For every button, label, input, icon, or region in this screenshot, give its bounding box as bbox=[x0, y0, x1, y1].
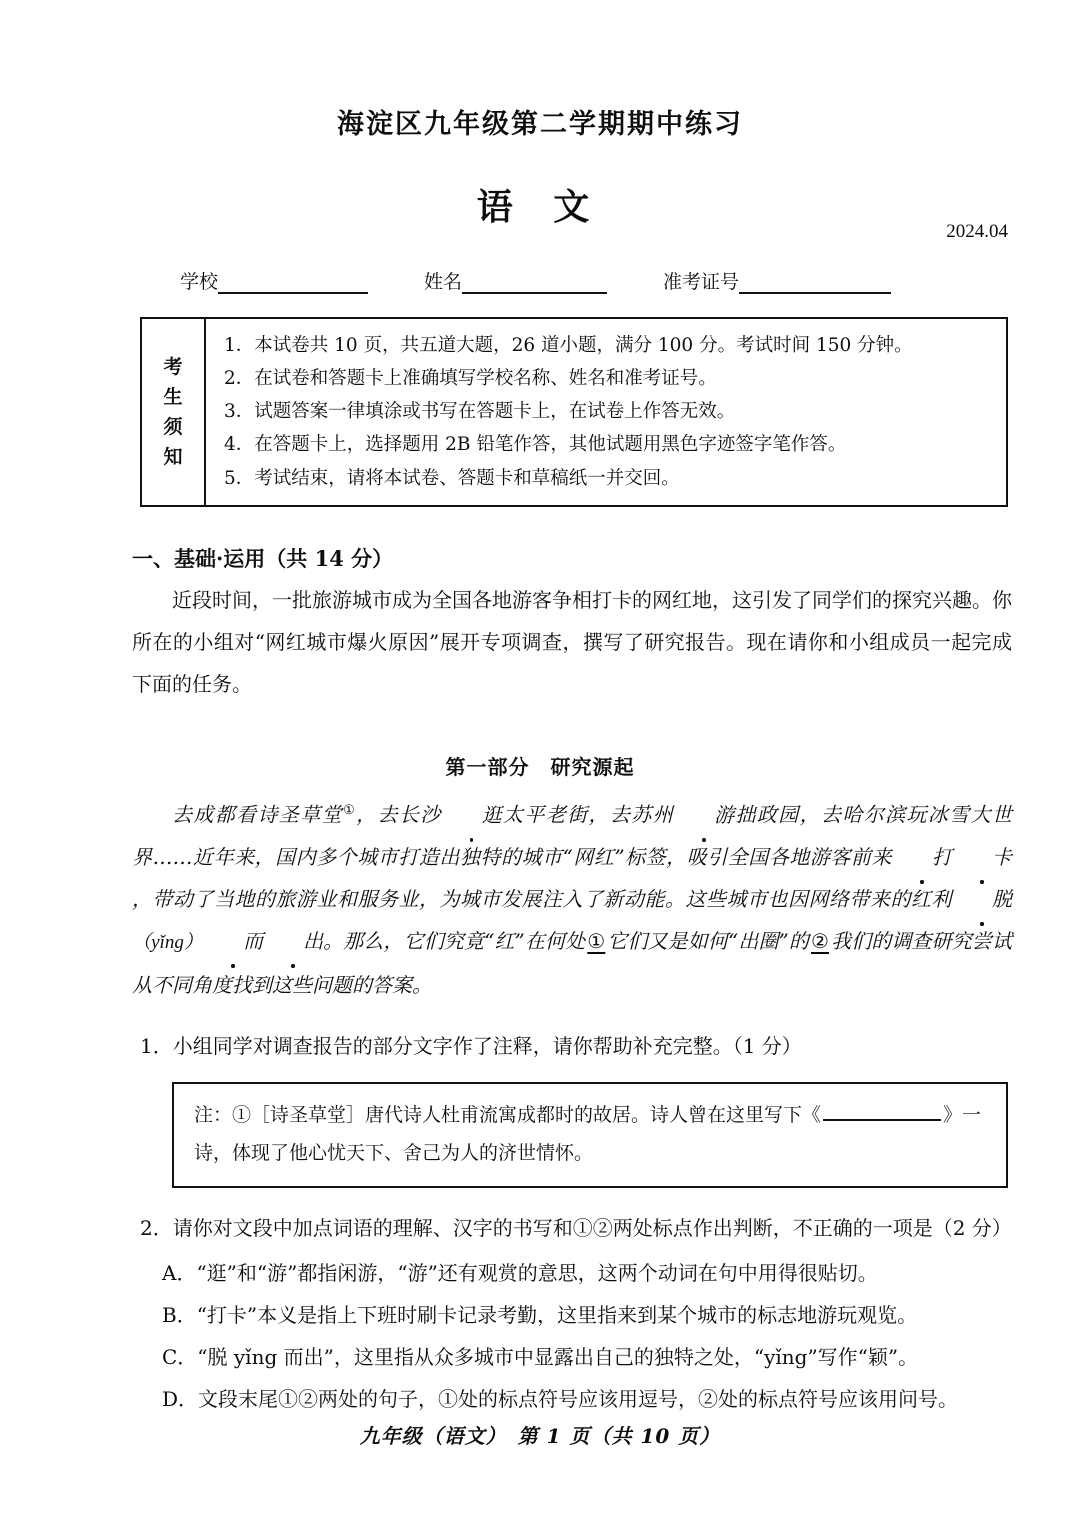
notice-item: 4．在答题卡上，选择题用 2B 铅笔作答，其他试题用黑色字迹签字笔作答。 bbox=[224, 434, 847, 456]
notice-item: 2．在试卷和答题卡上准确填写学校名称、姓名和准考证号。 bbox=[224, 367, 717, 389]
notice-label-char-2: 生 bbox=[163, 385, 183, 408]
examinee-notice-list bbox=[206, 319, 1006, 505]
emphasis-dot-char: 卡 bbox=[952, 836, 1012, 878]
question-2-options bbox=[140, 1252, 1012, 1420]
passage-seg: 它们又是如何“出圈”的 bbox=[607, 928, 810, 953]
ticket-number-field[interactable] bbox=[663, 267, 891, 294]
subject-title: 语 文 bbox=[476, 186, 604, 228]
option-c[interactable]: C．“脱 yǐng 而出”，这里指从众多城市中显露出自己的独特之处，“yǐng”写作“颖”。 bbox=[162, 1344, 919, 1369]
page-footer: 九年级（语文） 第 1 页（共 10 页） bbox=[359, 1424, 721, 1448]
passage-seg: 太平老街，去苏州 bbox=[501, 802, 675, 827]
pinyin-annotation: （yǐng） bbox=[132, 931, 204, 953]
punctuation-marker-one: ① bbox=[587, 928, 606, 953]
school-blank[interactable] bbox=[218, 275, 368, 294]
emphasis-dot-char: 打 bbox=[892, 836, 952, 878]
section-one-heading: 一、基础·运用（共 14 分） bbox=[132, 546, 394, 571]
option-b[interactable]: B．“打卡”本义是指上下班时刷卡记录考勤，这里指来到某个城市的标志地游玩观览。 bbox=[162, 1302, 918, 1327]
emphasis-dot-char: 游 bbox=[674, 794, 734, 836]
emphasis-dot-char: 逛 bbox=[442, 794, 502, 836]
emphasis-dot-char: 而 bbox=[203, 920, 263, 962]
note-suffix: 》一诗，体现了他心忧天下、舍己为人的济世情怀。 bbox=[194, 1103, 982, 1164]
school-field[interactable] bbox=[180, 267, 368, 294]
section-one-intro: 近段时间，一批旅游城市成为全国各地游客争相打卡的网红地，这引发了同学们的探究兴趣。你所在的小组对“网红城市爆火原因”展开专项调查，撰写了研究报告。现在请你和小组成员一起完成下面的任务。 bbox=[132, 588, 1012, 696]
passage-seg: 。那么，它们究竟“红”在何处 bbox=[323, 928, 586, 953]
part-one-heading: 第一部分 研究源起 bbox=[445, 755, 635, 779]
notice-label-char-3: 须 bbox=[163, 415, 183, 438]
notice-item: 1．本试卷共 10 页，共五道大题，26 道小题，满分 100 分。考试时间 150 分钟。 bbox=[224, 334, 913, 356]
examinee-notice-label bbox=[142, 319, 206, 505]
ticket-number-blank[interactable] bbox=[739, 275, 891, 294]
poem-title-blank[interactable] bbox=[823, 1103, 941, 1121]
notice-label-char-4: 知 bbox=[163, 445, 183, 468]
option-a[interactable]: A．“逛”和“游”都指闲游，“游”还有观赏的意思，这两个动词在句中用得很贴切。 bbox=[162, 1260, 878, 1285]
notice-item: 5．考试结束，请将本试卷、答题卡和草稿纸一并交回。 bbox=[224, 467, 680, 489]
question-2: 2．请你对文段中加点词语的理解、汉字的书写和①②两处标点作出判断，不正确的一项是（2 分） bbox=[140, 1215, 1012, 1240]
ticket-number-label: 准考证号 bbox=[663, 271, 740, 293]
passage-seg: 去成都看诗圣草堂 bbox=[172, 802, 344, 827]
research-passage bbox=[132, 790, 1012, 1006]
question-1: 1．小组同学对调查报告的部分文字作了注释，请你帮助补充完整。（1 分） bbox=[140, 1033, 802, 1058]
notice-item: 3．试题答案一律填涂或书写在答题卡上，在试卷上作答无效。 bbox=[224, 401, 736, 422]
notice-label-char-1: 考 bbox=[163, 355, 183, 378]
subject-row bbox=[0, 183, 1080, 245]
passage-seg: 拙政园，去哈尔滨玩冰雪大世界……近年来，国内多个城市打造出独特的城市“网红”标签，吸引全国各地游客前来 bbox=[132, 802, 1013, 869]
option-d[interactable]: D．文段末尾①②两处的句子，①处的标点符号应该用逗号，②处的标点符号应该用问号。 bbox=[162, 1386, 959, 1411]
school-label: 学校 bbox=[180, 271, 219, 293]
student-id-row bbox=[0, 267, 1080, 294]
examinee-notice-box bbox=[140, 317, 1008, 507]
emphasis-dot-char: 出 bbox=[263, 920, 323, 962]
exam-date: 2024.04 bbox=[946, 221, 1008, 242]
question-1-note-box bbox=[172, 1082, 1008, 1188]
name-label: 姓名 bbox=[424, 271, 463, 293]
name-field[interactable] bbox=[424, 267, 607, 294]
footnote-marker: ① bbox=[343, 803, 357, 818]
passage-seg: 我们的调查研究尝试从不同角度找到这些问题的答案。 bbox=[132, 928, 1012, 997]
emphasis-dot-char: 脱 bbox=[952, 878, 1012, 920]
punctuation-marker-two: ② bbox=[811, 928, 830, 953]
name-blank[interactable] bbox=[462, 275, 607, 294]
passage-seg: ，带动了当地的旅游业和服务业，为城市发展注入了新动能。这些城市也因网络带来的红利 bbox=[132, 886, 952, 911]
page-title: 海淀区九年级第二学期期中练习 bbox=[337, 109, 743, 140]
passage-seg: ，去长沙 bbox=[356, 802, 442, 827]
note-prefix: 注：①［诗圣草堂］唐代诗人杜甫流寓成都时的故居。诗人曾在这里写下《 bbox=[194, 1103, 822, 1126]
